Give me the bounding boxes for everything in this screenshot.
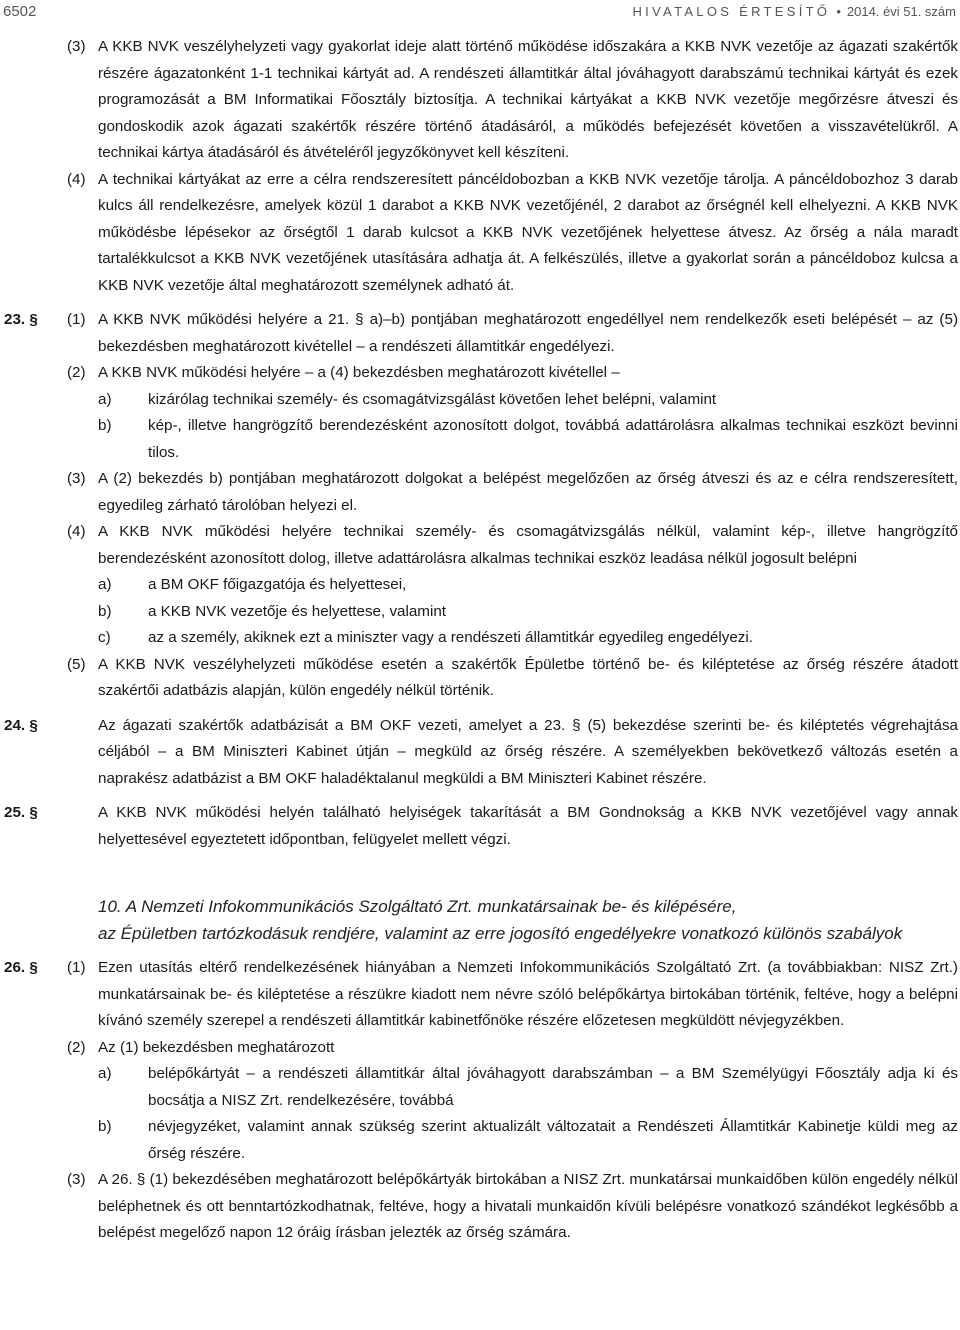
paragraph-23-5 xyxy=(0,652,960,705)
paragraph-number: (3) xyxy=(67,1171,86,1188)
paragraph-22-3 xyxy=(0,34,960,167)
list-item xyxy=(0,625,960,652)
paragraph-23-2 xyxy=(0,360,960,387)
list-item xyxy=(0,1114,960,1167)
section-text: A KKB NVK működési helyén található helyiségek takarítását a BM Gondnokság a KKB NVK vezetőjével vagy annak helyettesével egyeztetett időpontban, felügyelet mellett végzi. xyxy=(98,804,958,848)
paragraph-number: (3) xyxy=(67,38,86,55)
paragraph-number: (2) xyxy=(67,1038,86,1056)
paragraph-text: A KKB NVK veszélyhelyzeti vagy gyakorlat ideje alatt történő működése időszakára a KKB NVK vezetője az ágazati szakértők részére ágazatonként 1-1 technikai kártyát ad. A rendészeti államtitkár által jóváhagyott darabszámú technikai kártyát és ezek programozását a BM Informatikai Főosztály biztosítja. A technikai kártyákat a KKB NVK vezetője megőrzésre átveszi és gondoskodik azok ágazati szakértők részére történő átadásáról, a működés befejezését követően a visszavételükről. A technikai kártya átadásáról és átvételéről jegyzőkönyvet kell készíteni. xyxy=(98,38,958,161)
item-label: b) xyxy=(98,417,112,434)
list-item xyxy=(0,599,960,626)
paragraph-23-4 xyxy=(0,519,960,572)
chapter-heading xyxy=(0,893,960,947)
section-number: 26. § xyxy=(4,959,38,976)
paragraph-number: (1) xyxy=(67,959,86,976)
header-separator: • xyxy=(836,4,841,19)
paragraph-number: (4) xyxy=(67,523,86,540)
paragraph-number: (4) xyxy=(67,170,86,188)
item-text: kép-, illetve hangrögzítő berendezésként azonosított dolgot, továbbá adattárolásra alkalmas technikai eszközt bevinni tilos. xyxy=(148,417,958,461)
list-item xyxy=(0,413,960,466)
paragraph-26-1 xyxy=(0,955,960,1035)
section-26 xyxy=(0,955,960,1247)
section-text: Az ágazati szakértők adatbázisát a BM OKF vezeti, amelyet a 23. § (5) bekezdése szerinti be- és kiléptetés végrehajtása céljából – a BM Miniszteri Kabinet útján – megküld az őrség részére. A személyekben bekövetkező változás esetén a naprakész adatbázist a BM OKF haladéktalanul megküldi a BM Miniszteri Kabinet részére. xyxy=(98,716,958,787)
section-23 xyxy=(0,307,960,705)
item-text: a KKB NVK vezetője és helyettese, valamint xyxy=(148,602,446,620)
paragraph-text: A KKB NVK működési helyére technikai személy- és csomagátvizsgálás nélkül, valamint kép-, illetve hangrögzítő berendezésként azonosított dolog, illetve adattárolásra alkalmas technikai eszköz leadása nélkül jogosult belépni xyxy=(98,523,958,567)
section-number: 23. § xyxy=(4,311,38,328)
section-text-block xyxy=(0,800,960,853)
paragraph-text: A technikai kártyákat az erre a célra rendszeresített páncéldobozban a KKB NVK vezetője tárolja. A páncéldobozhoz 3 darab kulcs áll rendelkezésre, amelyek közül 1 darabot a KKB NVK vezetőjénél, 2 darabot az őrségnél kell elhelyezni. A KKB NVK működésbe lépésekor az őrségtől 1 darab kulcsot a KKB NVK vezetőjének helyettese átvesz. Az őrség a nála maradt tartalékkulcsot a KKB NVK vezetőjének utasítására adhatja át. A felkészülés, illetve a gyakorlat során a páncéldoboz kulcsa a KKB NVK vezetője által meghatározott személynek adható át. xyxy=(98,170,958,294)
page-number: 6502 xyxy=(3,3,37,20)
paragraph-number: (5) xyxy=(67,655,86,673)
item-label: b) xyxy=(98,602,112,620)
paragraph-text: Ezen utasítás eltérő rendelkezésének hiányában a Nemzeti Infokommunikációs Szolgáltató Zrt. (a továbbiakban: NISZ Zrt.) munkatársainak be- és kiléptetése a részükre kiadott nem névre szóló belépőkártya birtokában történik, feltéve, hogy a belépni kívánó személy szerepel a rendészeti államtitkár kabinetfőnöke részére előzetesen megküldött névjegyzékben. xyxy=(98,959,958,1029)
paragraph-23-3 xyxy=(0,466,960,519)
list-item xyxy=(0,387,960,414)
page-header xyxy=(0,0,960,30)
paragraph-text: A 26. § (1) bekezdésében meghatározott belépőkártyák birtokában a NISZ Zrt. munkatársai munkaidőben külön engedély nélkül beléphetnek és ott benntartózkodhatnak, feltéve, hogy a hivatali munkaidőn kívüli belépésre vonatkozó szándékot legkésőbb a belépést megelőző napon 12 óráig írásban jelezték az őrség számára. xyxy=(98,1171,958,1241)
section-number: 24. § xyxy=(4,716,38,734)
paragraph-text: A KKB NVK veszélyhelyzeti működése esetén a szakértők Épületbe történő be- és kiléptetése az őrség részére átadott szakértői adatbázis alapján, külön engedély nélkül történik. xyxy=(98,655,958,699)
paragraph-number: (2) xyxy=(67,364,86,381)
section-number: 25. § xyxy=(4,804,38,821)
document-body xyxy=(0,34,960,1247)
section-text-block xyxy=(0,713,960,793)
paragraph-text: A KKB NVK működési helyére a 21. § a)–b) pontjában meghatározott engedéllyel nem rendelkezők eseti belépését – az (5) bekezdésben meghatározott kivétellel – a rendészeti államtitkár engedélyezi. xyxy=(98,311,958,355)
section-24 xyxy=(0,713,960,793)
paragraph-number: (1) xyxy=(67,311,86,328)
item-text: a BM OKF főigazgatója és helyettesei, xyxy=(148,576,407,593)
item-label: a) xyxy=(98,390,112,408)
section-25 xyxy=(0,800,960,853)
list-item xyxy=(0,572,960,599)
paragraph-23-1 xyxy=(0,307,960,360)
item-text: kizárólag technikai személy- és csomagátvizsgálást követően lehet belépni, valamint xyxy=(148,390,717,408)
item-text: névjegyzéket, valamint annak szükség szerint aktualizált változatait a Rendészeti Államtitkár Kabinetje küldi meg az őrség részére. xyxy=(148,1118,958,1162)
paragraph-text: A (2) bekezdés b) pontjában meghatározott dolgokat a belépést megelőzően az őrség átveszi és az e célra rendszeresített, egyedileg zárható tárolóban helyezi el. xyxy=(98,470,958,514)
paragraph-number: (3) xyxy=(67,470,86,487)
paragraph-22-4 xyxy=(0,167,960,300)
issue-number: 2014. évi 51. szám xyxy=(846,4,956,19)
chapter-heading-line-1: 10. A Nemzeti Infokommunikációs Szolgáltató Zrt. munkatársainak be- és kilépésére, xyxy=(98,897,737,916)
running-header xyxy=(632,0,956,24)
item-text: az a személy, akiknek ezt a miniszter vagy a rendészeti államtitkár egyedileg engedélyezi. xyxy=(148,629,753,646)
item-text: belépőkártyát – a rendészeti államtitkár által jóváhagyott darabszámban – a BM Személyügyi Főosztály adja ki és bocsátja a NISZ Zrt. rendelkezésére, továbbá xyxy=(148,1065,958,1109)
list-item xyxy=(0,1061,960,1114)
paragraph-text: A KKB NVK működési helyére – a (4) bekezdésben meghatározott kivétellel – xyxy=(98,364,620,381)
publication-title: HIVATALOS ÉRTESÍTŐ xyxy=(632,4,831,19)
paragraph-26-2 xyxy=(0,1035,960,1062)
paragraph-text: Az (1) bekezdésben meghatározott xyxy=(98,1038,335,1056)
paragraph-26-3 xyxy=(0,1167,960,1247)
item-label: c) xyxy=(98,629,111,646)
item-label: b) xyxy=(98,1118,112,1135)
item-label: a) xyxy=(98,1065,112,1082)
chapter-heading-line-2: az Épületben tartózkodásuk rendjére, valamint az erre jogosító engedélyekre vonatkozó különös szabályok xyxy=(98,924,903,943)
item-label: a) xyxy=(98,576,112,593)
